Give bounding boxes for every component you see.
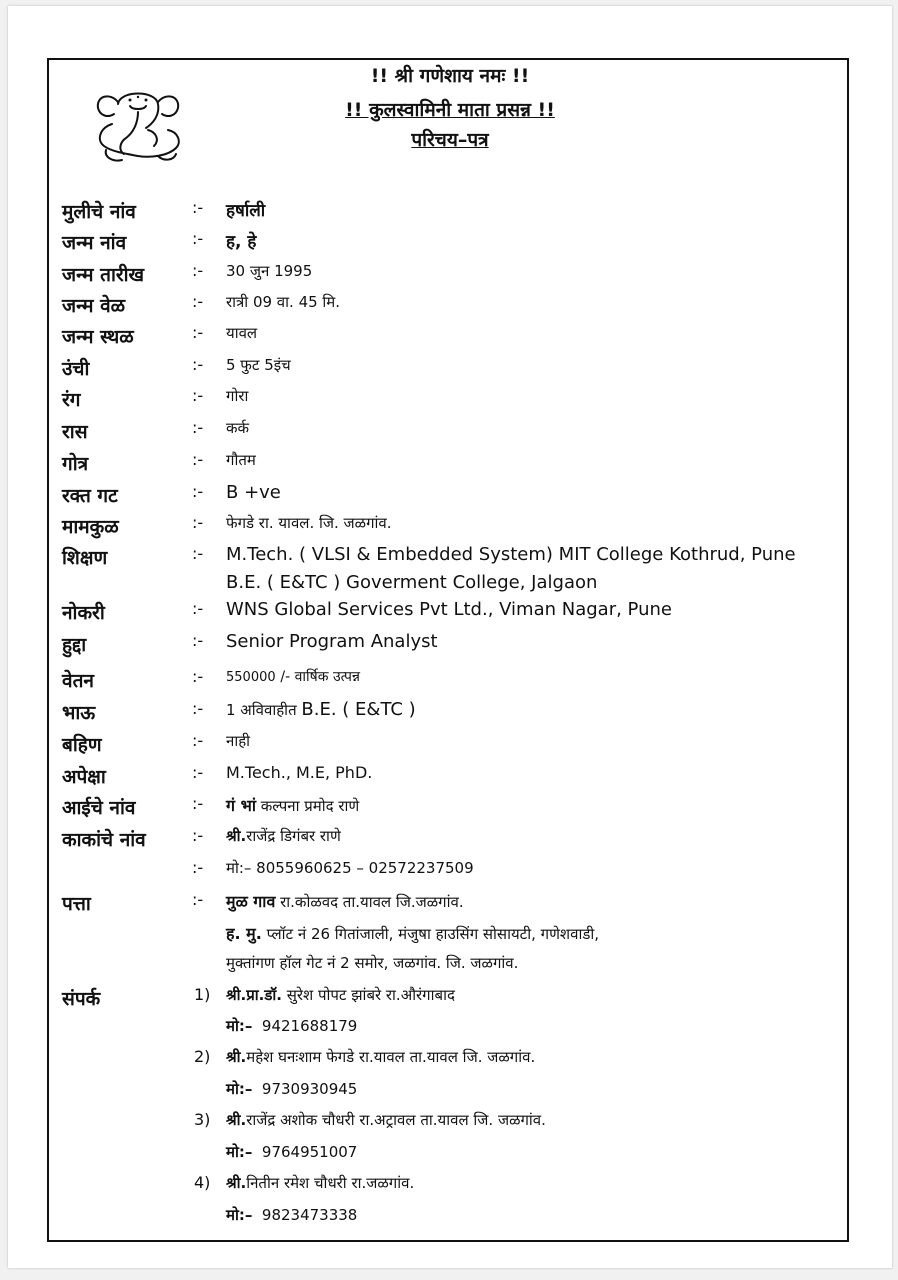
field-label: अपेक्षा: [62, 766, 106, 788]
field-row-address-current-cont: [0, 953, 898, 983]
current-address-line1: प्लॉट नं 26 गितांजाली, मंजुषा हाउसिंग सोसायटी, गणेशवाडी,: [266, 925, 600, 943]
field-row-rashi: [0, 418, 898, 448]
contact-name-text: राजेंद्र अशोक चौधरी रा.अट्रावल ता.यावल जि. जळगांव.: [246, 1111, 546, 1129]
contact-name-text: महेश घनःशाम फेगडे रा.यावल ता.यावल जि. जळगांव.: [246, 1048, 536, 1066]
field-row-mother: [0, 794, 898, 824]
field-label: जन्म स्थळ: [62, 326, 134, 348]
field-value: 5 फुट 5इंच: [226, 356, 291, 374]
field-value: [226, 922, 599, 944]
field-value: 30 जुन 1995: [226, 262, 313, 280]
field-row-address-current: [0, 922, 898, 952]
phone-number: 9421688179: [261, 1017, 358, 1035]
field-value: [226, 699, 416, 720]
field-separator: :-: [192, 763, 204, 782]
native-place-value: रा.कोळवद ता.यावल जि.जळगांव.: [280, 893, 464, 911]
contact-name-text: सुरेश पोपट झांबरे रा.औरंगाबाद: [286, 986, 455, 1004]
field-label: मामकुळ: [62, 516, 119, 538]
field-value: [226, 890, 464, 912]
phone-label: मो:–: [226, 1143, 253, 1161]
contact-name: [226, 1047, 535, 1067]
field-label: उंची: [62, 358, 90, 380]
field-separator: :-: [192, 229, 204, 248]
field-row-uncle: [0, 826, 898, 856]
header-line-1: !! श्री गणेशाय नमः !!: [370, 65, 530, 87]
uncle-phone: मो:– 8055960625 – 02572237509: [226, 859, 474, 877]
field-value: गौतम: [226, 451, 256, 469]
contact-title: श्री.: [226, 1111, 247, 1129]
field-separator: :-: [192, 482, 204, 501]
phone-label: मो:–: [226, 1080, 253, 1098]
phone-label: मो:–: [226, 1017, 253, 1035]
contact-phone-row-4: [0, 1205, 898, 1235]
contact-title: श्री.प्रा.डॉ.: [226, 986, 282, 1004]
contact-number: 3): [194, 1110, 211, 1129]
field-label: मुलीचे नांव: [62, 201, 136, 223]
field-value: नाही: [226, 732, 251, 750]
uncle-title: श्री.: [226, 827, 247, 845]
contact-phone: [226, 1016, 357, 1036]
contact-phone: [226, 1079, 357, 1099]
current-address-title: ह. मु.: [226, 924, 262, 943]
field-label: शिक्षण: [62, 547, 108, 569]
field-value: हर्षाली: [226, 201, 266, 221]
field-separator: :-: [192, 699, 204, 718]
field-separator: :-: [192, 826, 204, 845]
field-label: रंग: [62, 389, 81, 411]
field-row-gotra: [0, 450, 898, 480]
contact-title: श्री.: [226, 1048, 247, 1066]
field-row-complexion: [0, 386, 898, 416]
field-row-address: [0, 890, 898, 920]
field-label: नोकरी: [62, 602, 105, 624]
field-value: ह, हे: [226, 232, 257, 252]
field-value: Senior Program Analyst: [226, 631, 438, 652]
contact-number: 4): [194, 1173, 211, 1192]
brother-degree: B.E. ( E&TC ): [301, 699, 416, 720]
mother-name: कल्पना प्रमोद राणे: [260, 797, 360, 815]
native-place-title: मुळ गाव: [226, 892, 276, 911]
contact-name: [226, 1173, 414, 1193]
current-address-line2: मुक्तांगण हॉल गेट नं 2 समोर, जळगांव. जि. जळगांव.: [226, 954, 519, 972]
field-row-education: [0, 544, 898, 574]
field-label: जन्म वेळ: [62, 295, 126, 317]
field-separator: :-: [192, 544, 204, 563]
field-separator: :-: [192, 513, 204, 532]
field-row-birth-time: [0, 292, 898, 322]
field-row-salary: [0, 667, 898, 697]
field-label: वेतन: [62, 670, 94, 692]
field-row-mamkul: [0, 513, 898, 543]
field-label: भाऊ: [62, 702, 96, 724]
field-label: रक्त गट: [62, 485, 118, 507]
contact-row-1: [0, 985, 898, 1015]
field-row-blood-group: [0, 482, 898, 512]
field-separator: :-: [192, 890, 204, 909]
salary-suffix: /- वार्षिक उत्पन्न: [280, 669, 360, 685]
contact-name: [226, 1110, 546, 1130]
field-row-birth-place: [0, 323, 898, 353]
field-label: बहिण: [62, 734, 102, 756]
field-value: [226, 826, 341, 846]
field-separator: :-: [192, 599, 204, 618]
field-label: गोत्र: [62, 453, 89, 475]
header-line-2: !! कुलस्वामिनी माता प्रसन्न !!: [345, 99, 555, 121]
field-value: B +ve: [226, 482, 281, 503]
field-row-uncle-phone: [0, 858, 898, 888]
field-row-expectation: [0, 763, 898, 793]
contact-phone-row-2: [0, 1079, 898, 1109]
field-separator: :-: [192, 261, 204, 280]
field-value: [226, 794, 359, 816]
field-value: M.Tech., M.E, PhD.: [226, 763, 373, 782]
contact-phone-row-1: [0, 1016, 898, 1046]
contact-row-4: [0, 1173, 898, 1203]
field-separator: :-: [192, 731, 204, 750]
phone-number: 9764951007: [261, 1143, 358, 1161]
field-separator: :-: [192, 198, 204, 217]
field-label: जन्म तारीख: [62, 264, 145, 286]
field-value: M.Tech. ( VLSI & Embedded System) MIT College Kothrud, Pune: [226, 544, 796, 565]
field-separator: :-: [192, 450, 204, 469]
field-separator: :-: [192, 386, 204, 405]
contact-row-2: [0, 1047, 898, 1077]
phone-label: मो:–: [226, 1206, 253, 1224]
field-row-job: [0, 599, 898, 629]
field-row-birth-date: [0, 261, 898, 291]
contact-row-3: [0, 1110, 898, 1140]
field-label: पत्ता: [62, 893, 91, 915]
field-separator: :-: [192, 858, 204, 877]
field-row-post: [0, 631, 898, 661]
document-title: परिचय–पत्र: [411, 129, 489, 151]
field-row-birth-name: [0, 229, 898, 259]
contact-number: 2): [194, 1047, 211, 1066]
field-label: काकांचे नांव: [62, 829, 146, 851]
field-value: कर्क: [226, 419, 250, 437]
contact-title: श्री.: [226, 1174, 247, 1192]
field-separator: :-: [192, 292, 204, 311]
uncle-name: राजेंद्र डिगंबर राणे: [246, 827, 341, 845]
contact-phone: [226, 1142, 357, 1162]
contact-phone: [226, 1205, 357, 1225]
field-separator: :-: [192, 794, 204, 813]
field-value: [226, 667, 360, 686]
mother-title: गं भां: [226, 796, 256, 815]
field-separator: :-: [192, 323, 204, 342]
field-row-name: [0, 198, 898, 228]
field-label: आईचे नांव: [62, 797, 136, 819]
contact-number: 1): [194, 985, 211, 1004]
field-value: B.E. ( E&TC ) Goverment College, Jalgaon: [226, 572, 598, 593]
ganesha-logo-icon: [88, 84, 188, 168]
field-separator: :-: [192, 667, 204, 686]
contact-name-text: नितीन रमेश चौधरी रा.जळगांव.: [246, 1174, 415, 1192]
brother-status: 1 अविवाहीत: [226, 701, 297, 719]
phone-number: 9823473338: [261, 1206, 358, 1224]
field-label: रास: [62, 421, 88, 443]
field-separator: :-: [192, 355, 204, 374]
field-row-height: [0, 355, 898, 385]
field-value: WNS Global Services Pvt Ltd., Viman Nagar, Pune: [226, 599, 672, 620]
field-separator: :-: [192, 631, 204, 650]
field-row-brother: [0, 699, 898, 729]
field-row-education-cont: [0, 572, 898, 602]
field-separator: :-: [192, 418, 204, 437]
field-label: जन्म नांव: [62, 232, 127, 254]
field-value: गोरा: [226, 387, 249, 405]
field-row-sister: [0, 731, 898, 761]
field-value: फेगडे रा. यावल. जि. जळगांव.: [226, 514, 392, 532]
contact-name: [226, 985, 455, 1005]
field-value: यावल: [226, 324, 258, 342]
contact-phone-row-3: [0, 1142, 898, 1172]
phone-number: 9730930945: [261, 1080, 358, 1098]
salary-amount: 550000: [226, 670, 276, 685]
field-label: हुद्दा: [62, 634, 87, 656]
field-value: रात्री 09 वा. 45 मि.: [226, 293, 341, 311]
contacts-label: संपर्क: [62, 988, 101, 1010]
